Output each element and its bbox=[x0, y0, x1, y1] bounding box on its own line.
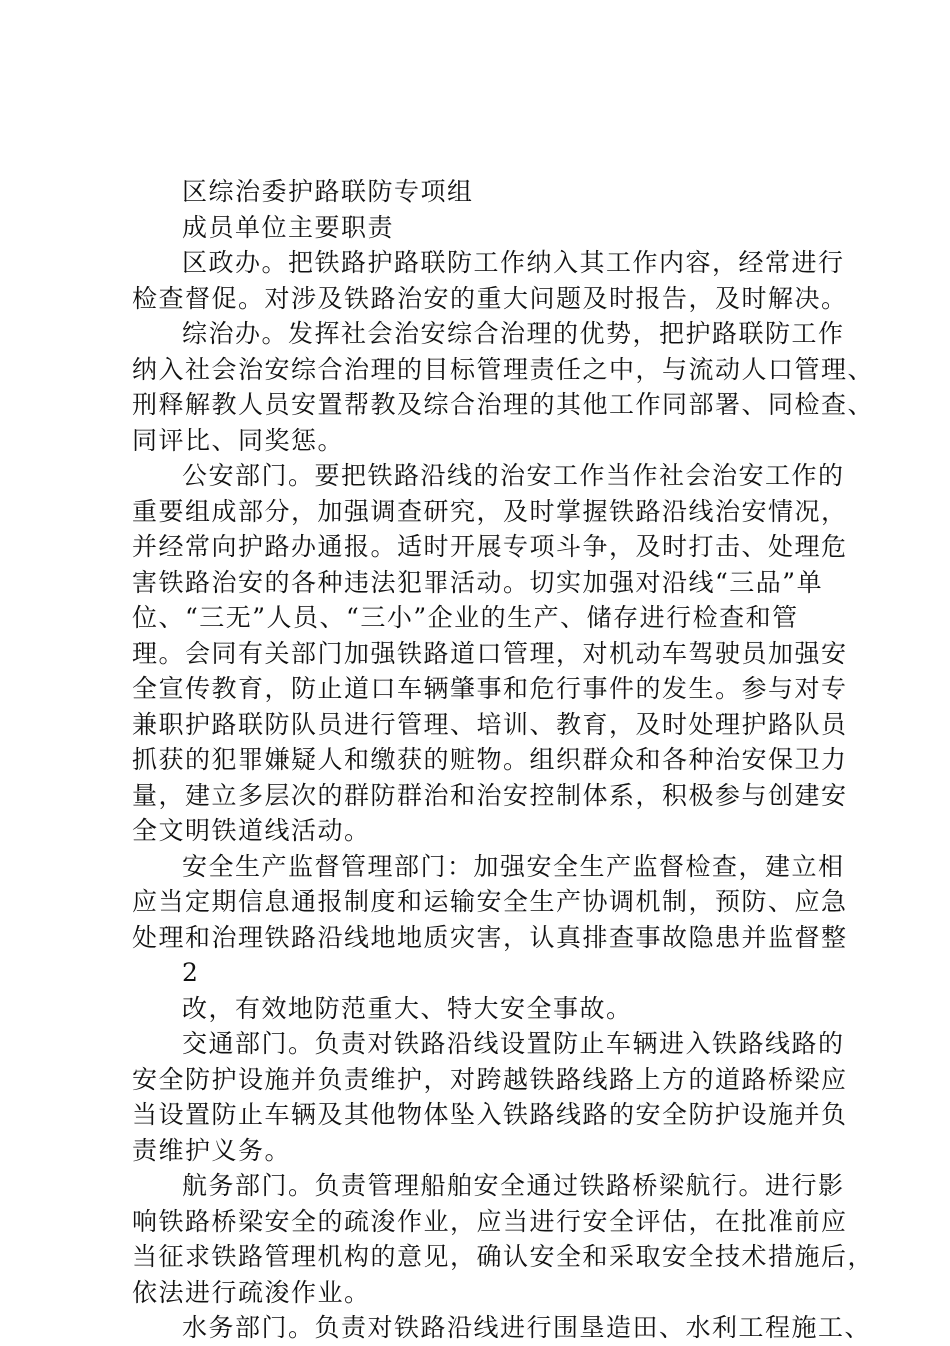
text-line: 纳入社会治安综合治理的目标管理责任之中，与流动人口管理、 bbox=[132, 354, 875, 384]
text-line: 理。会同有关部门加强铁路道口管理，对机动车驾驶员加强安 bbox=[132, 638, 848, 668]
text-line: 同评比、同奖惩。 bbox=[132, 425, 345, 455]
text-line: 综治办。发挥社会治安综合治理的优势，把护路联防工作 bbox=[182, 319, 845, 348]
text-line: 害铁路治安的各种违法犯罪活动。切实加强对沿线“三品”单 bbox=[132, 567, 824, 597]
text-line: 刑释解教人员安置帮教及综合治理的其他工作同部署、同检查、 bbox=[132, 390, 875, 419]
text-line: 区政办。把铁路护路联防工作纳入其工作内容，经常进行 bbox=[182, 248, 845, 277]
text-line: 兼职护路联防队员进行管理、培训、教育，及时处理护路队员 bbox=[132, 709, 848, 739]
text-line: 响铁路桥梁安全的疏浚作业，应当进行安全评估，在批准前应 bbox=[132, 1206, 848, 1236]
text-line: 航务部门。负责管理船舶安全通过铁路桥梁航行。进行影 bbox=[182, 1171, 845, 1200]
text-line: 重要组成部分，加强调查研究，及时掌握铁路沿线治安情况， bbox=[132, 496, 848, 526]
text-line: 抓获的犯罪嫌疑人和缴获的赃物。组织群众和各种治安保卫力 bbox=[132, 745, 848, 774]
text-line: 责维护义务。 bbox=[132, 1135, 292, 1165]
text-line: 依法进行疏浚作业。 bbox=[132, 1277, 371, 1307]
text-line: 公安部门。要把铁路沿线的治安工作当作社会治安工作的 bbox=[182, 461, 845, 490]
text-line: 并经常向护路办通报。适时开展专项斗争，及时打击、处理危 bbox=[132, 532, 848, 561]
subheading-line: 成员单位主要职责 bbox=[182, 212, 395, 242]
text-line: 位、“三无”人员、“三小”企业的生产、储存进行检查和管 bbox=[132, 603, 799, 632]
text-line: 量，建立多层次的群防群治和治安控制体系，积极参与创建安 bbox=[132, 780, 848, 810]
heading-line: 区综治委护路联防专项组 bbox=[182, 177, 474, 206]
page-number: 2 bbox=[182, 958, 200, 987]
document-body bbox=[132, 174, 875, 1346]
text-line: 处理和治理铁路沿线地地质灾害，认真排查事故隐患并监督整 bbox=[132, 922, 848, 952]
text-line: 当设置防止车辆及其他物体坠入铁路线路的安全防护设施并负 bbox=[132, 1100, 848, 1129]
text-line: 检查督促。对涉及铁路治安的重大问题及时报告，及时解决。 bbox=[132, 283, 848, 313]
text-line: 改，有效地防范重大、特大安全事故。 bbox=[182, 993, 633, 1023]
text-line: 应当定期信息通报制度和运输安全生产协调机制，预防、应急 bbox=[132, 887, 848, 916]
text-line: 水务部门。负责对铁路沿线进行围垦造田、水利工程施工、 bbox=[182, 1313, 872, 1342]
text-line: 全宣传教育，防止道口车辆肇事和危行事件的发生。参与对专 bbox=[132, 674, 848, 703]
text-line: 全文明铁道线活动。 bbox=[132, 816, 371, 845]
text-line: 交通部门。负责对铁路沿线设置防止车辆进入铁路线路的 bbox=[182, 1029, 845, 1058]
text-line: 安全防护设施并负责维护，对跨越铁路线路上方的道路桥梁应 bbox=[132, 1064, 848, 1094]
text-line: 当征求铁路管理机构的意见，确认安全和采取安全技术措施后， bbox=[132, 1242, 875, 1271]
text-line: 安全生产监督管理部门：加强安全生产监督检查，建立相 bbox=[182, 851, 845, 881]
